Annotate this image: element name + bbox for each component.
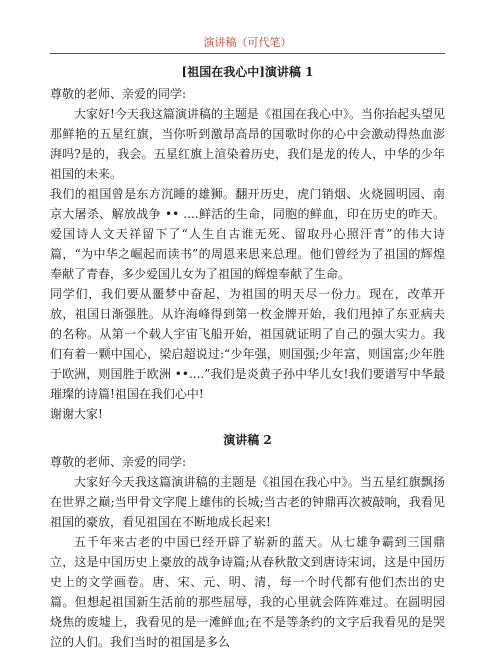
speech1-paragraph: 我们的祖国曾是东方沉睡的雄狮。翻开历史，虎门销烟、火烧圆明园、南京大屠杀、解放战争 •• ....鲜活的生命，同胞的鲜血，印在历史的昨天。爱国诗人文天祥留下了“人生自古谁无死、留取丹心照汗青”的伟大诗篇，“为中华之崛起而读书”的周恩来思来总理。他们曾经为了祖国的辉煌奉献了青春，多少爱国儿女为了祖国的辉煌奉献了生命。	[50, 187, 445, 281]
speech2-greeting: 尊敬的老师、亲爱的同学:	[50, 455, 187, 469]
speech1-paragraph: 同学们，我们要从噩梦中奋起，为祖国的明天尽一份力。现在，改革开放，祖国日渐强胜。从许海峰得到第一枚金牌开始，我们甩掉了东亚病夫的名称。从第一个载人宇宙飞船开始，祖国就证明了自己的强大实力。我们有着一颗中国心，梁启超说过:“少年强，则国强;少年富，则国富;少年胜于欧洲，则国胜于欧洲 ••....”我们是炎黄子孙中华儿女!我们要谱写中华最璀璨的诗篇!祖国在我们心中!	[50, 287, 445, 401]
speech2-paragraph: 五千年来古老的中国已经开辟了崭新的蓝天。从七雄争霸到三国鼎立，这是中国历史上豪放的战争诗篇;从春秋散文到唐诗宋词，这是中国历史上的文学画卷。唐、宋、元、明、清，每一个时代都有他们杰出的史篇。但想起祖国新生活前的那些屈辱，我的心里就会阵阵难过。在圆明园烧焦的废墟上，我看见的是一滩鲜血;在不是等条约的文字后我看见的是哭泣的人们。我们当时的祖国是多么	[50, 535, 445, 649]
header-divider	[50, 53, 445, 54]
speech2-paragraph: 大家好今天我这篇演讲稿的主题是《祖国在我心中》。当五星红旗飘扬在世界之巅;当甲骨文字爬上雄伟的长城;当古老的钟鼎再次被敲响，我看见祖国的豪放，看见祖国在不断地成长起来!	[50, 475, 445, 529]
page-header: 演讲稿（可代笔）	[203, 36, 292, 49]
speech1-paragraph: 大家好!今天我这篇演讲稿的主题是《祖国在我心中》。当你抬起头望见那鲜艳的五星红旗，当你听到激昂高昂的国歌时你的心中会激动得热血澎湃吗?是的，我会。五星红旗上渲染着历史，我们是龙的传人，中华的少年祖国的未来。	[50, 107, 445, 181]
speech2-title: 演讲稿 2	[223, 433, 272, 447]
speech1-title: [祖国在我心中]演讲稿 1	[181, 65, 314, 79]
speech1-closing: 谢谢大家!	[50, 407, 103, 421]
speech1-greeting: 尊敬的老师、亲爱的同学:	[50, 87, 187, 101]
